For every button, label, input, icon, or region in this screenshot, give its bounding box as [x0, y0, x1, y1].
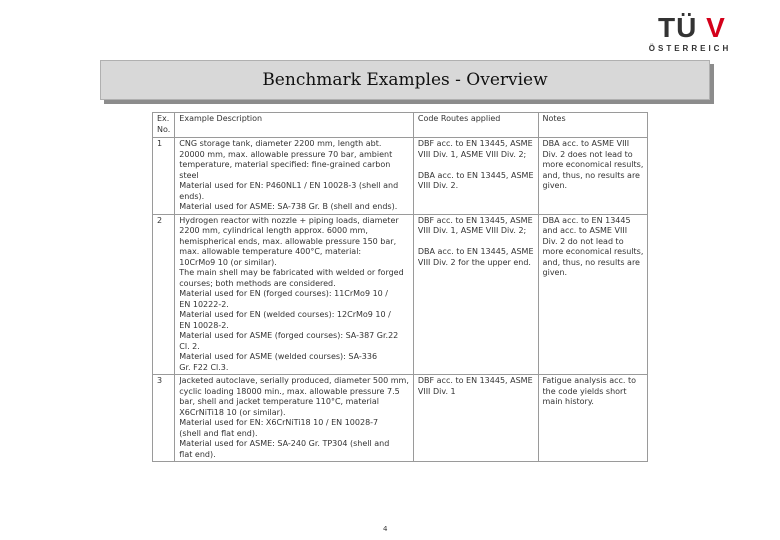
page-number: 4: [383, 525, 388, 533]
cell-line: DBA acc. to EN 13445: [542, 215, 631, 225]
benchmark-table: [152, 112, 648, 462]
cell-line: Material used for ASME: SA-240 Gr. TP304 (shell and: [179, 439, 390, 448]
cell-line: steel: [179, 170, 199, 180]
cell-line: bar, shell and jacket temperature 110°C, material: [179, 397, 380, 406]
cell-line: Material used for ASME (welded courses): SA-336: [179, 352, 378, 361]
cell-notes: [538, 138, 648, 215]
title-banner: [100, 60, 710, 100]
cell-line: max. allowable temperature 400°C, material:: [179, 247, 362, 256]
cell-line: more economical results,: [542, 160, 644, 169]
cell-line: 10CrMo9 10 (or similar).: [179, 257, 277, 267]
cell-line: DBA acc. to ASME VIII: [542, 139, 630, 148]
cell-line: Material used for ASME (forged courses): SA-387 Gr.22: [179, 331, 399, 340]
cell-desc: [175, 214, 414, 375]
header-notes: Notes: [538, 113, 648, 138]
cell-line: Material used for EN: X6CrNiTi18 10 / EN 10028-7: [179, 418, 379, 427]
table-header-row: [153, 113, 648, 138]
cell-line: Material used for ASME: SA-738 Gr. B (shell and ends).: [179, 202, 398, 211]
cell-line: and, thus, no results are: [542, 170, 640, 180]
cell-ex-no: 1: [153, 138, 175, 215]
cell-line: CNG storage tank, diameter 2200 mm, length abt.: [179, 139, 382, 148]
cell-line: 2200 mm, cylindrical length approx. 6000 mm,: [179, 226, 368, 235]
logo-wordmark-text: TÜ: [658, 12, 698, 43]
cell-line: X6CrNiTi18 10 (or similar).: [179, 407, 286, 417]
cell-line: VIII Div. 2.: [417, 181, 459, 190]
cell-line: Jacketed autoclave, serially produced, diameter 500 mm,: [179, 376, 409, 385]
cell-line: DBA acc. to EN 13445, ASME: [417, 247, 534, 256]
page-title: Benchmark Examples - Overview: [262, 70, 548, 90]
cell-line: [418, 160, 534, 171]
table-row: [153, 375, 648, 462]
cell-desc: [175, 375, 414, 462]
cell-code: [413, 138, 538, 215]
cell-line: cyclic loading 18000 min., max. allowable pressure 7.5: [179, 386, 400, 396]
header-code-routes: Code Routes applied: [413, 113, 538, 138]
tuv-logo: [640, 12, 740, 58]
logo-accent-letter: V: [706, 12, 726, 43]
cell-line: flat end).: [179, 449, 216, 459]
logo-wordmark: [658, 12, 726, 44]
cell-line: 20000 mm, max. allowable pressure 70 bar, ambient: [179, 149, 393, 159]
cell-line: DBF acc. to EN 13445, ASME: [417, 139, 533, 148]
cell-line: VIII Div. 1: [417, 386, 456, 396]
cell-line: [418, 237, 534, 248]
cell-line: EN 10028-2.: [179, 320, 229, 330]
cell-line: Div. 2 do not lead to: [542, 236, 624, 246]
cell-line: (shell and flat end).: [179, 428, 258, 438]
cell-line: temperature, material specified: fine-grained carbon: [179, 160, 391, 169]
cell-line: The main shell may be fabricated with welded or forged: [179, 268, 404, 277]
cell-line: more economical results,: [542, 247, 644, 256]
cell-line: VIII Div. 1, ASME VIII Div. 2;: [417, 226, 527, 235]
cell-line: VIII Div. 2 for the upper end.: [417, 257, 531, 267]
cell-line: Material used for EN: P460NL1 / EN 10028-3 (shell and: [179, 181, 399, 190]
cell-line: courses; both methods are considered.: [179, 278, 336, 288]
cell-line: Div. 2 does not lead to: [542, 149, 633, 159]
cell-code: [413, 214, 538, 375]
page-bottom-area: [150, 470, 650, 540]
table-row: [153, 138, 648, 215]
cell-code: [413, 375, 538, 462]
cell-line: VIII Div. 1, ASME VIII Div. 2;: [417, 149, 527, 159]
cell-line: main history.: [542, 397, 594, 406]
cell-line: Cl. 2.: [179, 341, 200, 351]
cell-line: and acc. to ASME VIII: [542, 226, 628, 235]
header-description: Example Description: [175, 113, 414, 138]
cell-line: Gr. F22 Cl.3.: [179, 362, 229, 372]
logo-subtitle: ÖSTERREICH: [648, 44, 732, 53]
cell-line: and, thus, no results are: [542, 257, 640, 267]
cell-line: the code yields short: [542, 386, 627, 396]
cell-line: ends).: [179, 191, 205, 201]
cell-line: hemispherical ends, max. allowable pressure 150 bar,: [179, 236, 397, 246]
cell-ex-no: 2: [153, 214, 175, 375]
cell-line: Material used for EN (welded courses): 12CrMo9 10 /: [179, 310, 391, 319]
cell-line: EN 10222-2.: [179, 299, 229, 309]
cell-notes: [538, 214, 648, 375]
header-ex-no: Ex. No.: [153, 113, 175, 138]
cell-notes: [538, 375, 648, 462]
cell-line: given.: [542, 268, 568, 277]
cell-line: Hydrogen reactor with nozzle + piping loads, diameter: [179, 215, 399, 225]
cell-line: Material used for EN (forged courses): 11CrMo9 10 /: [179, 289, 389, 298]
cell-desc: [175, 138, 414, 215]
cell-line: DBF acc. to EN 13445, ASME: [417, 376, 533, 385]
cell-line: DBF acc. to EN 13445, ASME: [417, 215, 533, 225]
table-row: [153, 214, 648, 375]
cell-line: Fatigue analysis acc. to: [542, 376, 637, 385]
cell-line: given.: [542, 181, 568, 190]
cell-line: DBA acc. to EN 13445, ASME: [417, 170, 534, 180]
cell-ex-no: 3: [153, 375, 175, 462]
